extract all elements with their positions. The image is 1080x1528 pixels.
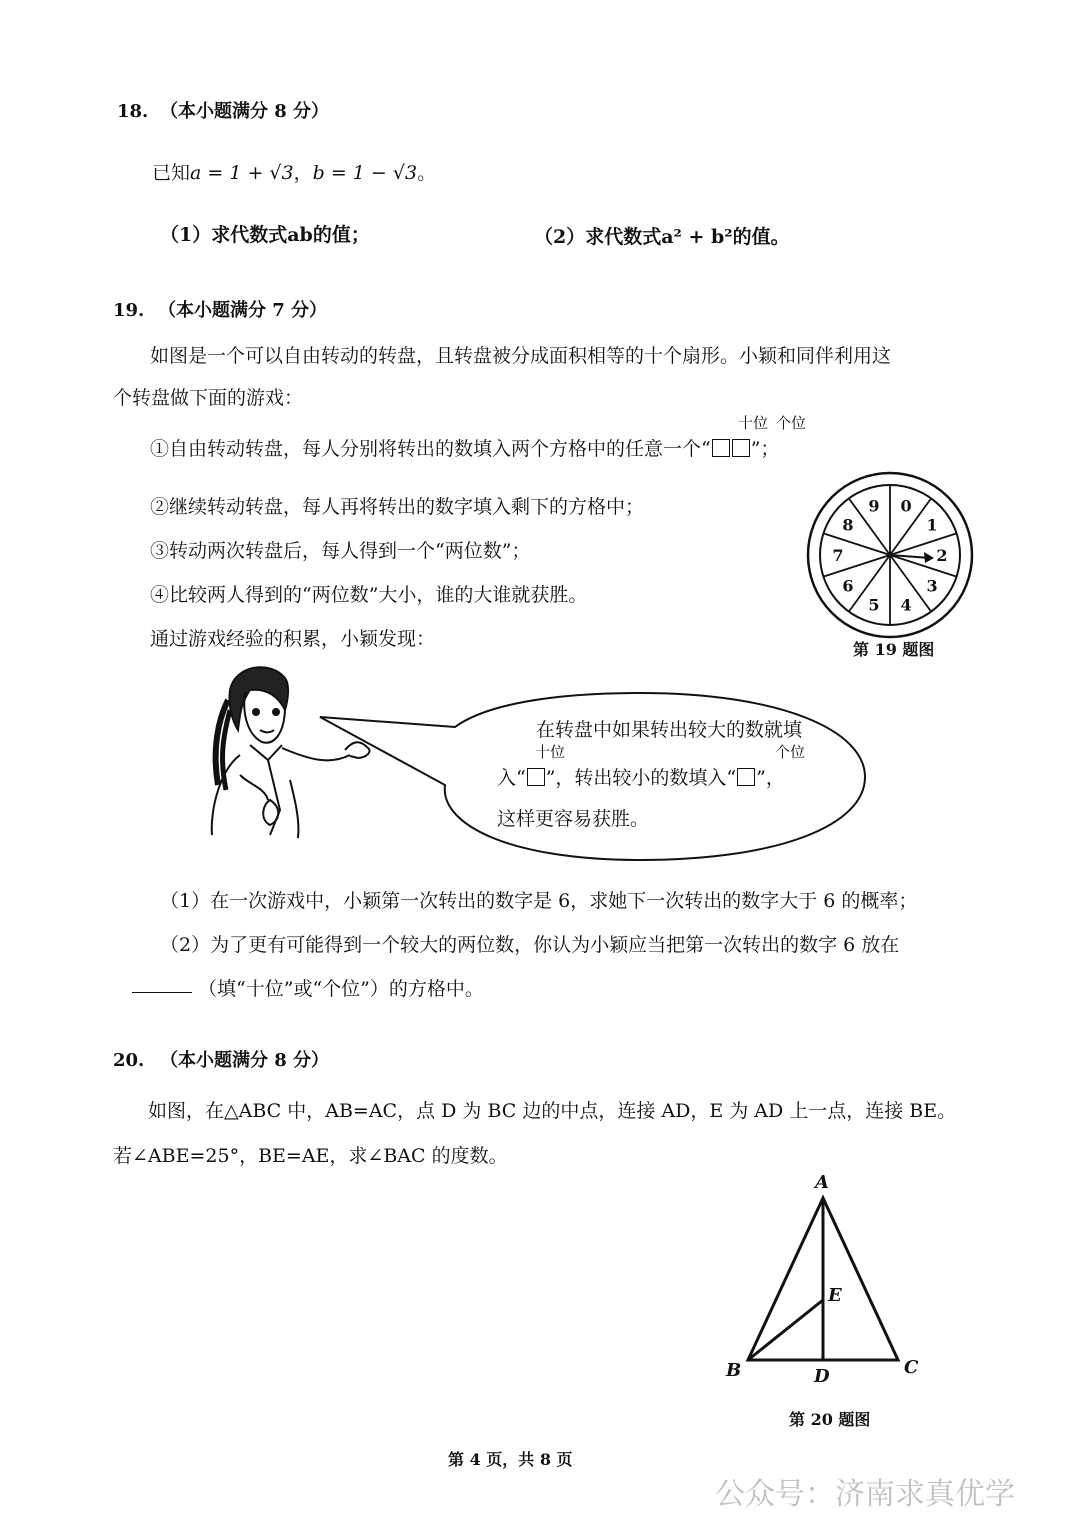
- q18-given-end: 。: [417, 162, 437, 184]
- spinner-number: 8: [842, 515, 854, 535]
- q18-given-prefix: 已知: [152, 162, 191, 184]
- spinner-number: 0: [900, 496, 912, 516]
- q19-intro-line1: 如图是一个可以自由转动的转盘，且转盘被分成面积相等的十个扇形。小颖和同伴利用这: [150, 345, 892, 367]
- triangle-figure: [720, 1170, 920, 1390]
- q19-rule2: ②继续转动转盘，每人再将转出的数字填入剩下的方格中；: [150, 496, 645, 518]
- page-number: 第 4 页，共 8 页: [448, 1450, 573, 1469]
- bubble-line1: 在转盘中如果转出较大的数就填: [536, 719, 803, 741]
- q18-given-a: a = 1 + √3: [190, 162, 294, 184]
- label-b: B: [726, 1360, 742, 1381]
- spinner-number: 6: [842, 576, 854, 596]
- q18-given-sep: ，: [293, 162, 313, 184]
- bubble-line2a: 入“: [497, 767, 526, 789]
- label-e: E: [828, 1285, 842, 1306]
- spinner-number: 5: [868, 595, 880, 615]
- q19-discovery: 通过游戏经验的积累，小颖发现：: [150, 628, 436, 650]
- q18-given: [152, 162, 436, 185]
- ones-box: [732, 439, 750, 457]
- q18-number: 18.: [117, 101, 149, 122]
- bubble-ones-box: [737, 768, 755, 786]
- spinner-figure: [805, 470, 975, 640]
- spinner-number: 4: [900, 595, 912, 615]
- bubble-line2b: ”，转出较小的数填入“: [545, 767, 737, 789]
- spinner-pointer-arrow: [924, 552, 934, 563]
- tens-box: [712, 439, 730, 457]
- bubble-line3: 这样更容易获胜。: [497, 808, 650, 830]
- segment-be: [748, 1300, 823, 1360]
- label-tens: 十位: [738, 414, 769, 432]
- q19-rule1-end: ”；: [750, 438, 780, 460]
- label-a: A: [815, 1172, 829, 1193]
- q18-score: （本小题满分 8 分）: [160, 101, 330, 122]
- spinner-number: 1: [926, 515, 938, 535]
- spinner-number: 3: [926, 576, 938, 596]
- q18-part2: （2）求代数式a² + b²的值。: [534, 226, 790, 248]
- q19-intro-line2: 个转盘做下面的游戏：: [113, 387, 304, 409]
- bubble-label-tens: 十位: [535, 743, 566, 761]
- label-c: C: [904, 1357, 919, 1378]
- q19-figure-caption: 第 19 题图: [853, 640, 935, 659]
- spinner-number: 2: [936, 546, 948, 565]
- q20-line2: 若∠ABE=25°，BE=AE，求∠BAC 的度数。: [113, 1145, 508, 1167]
- spinner-number: 7: [832, 546, 844, 565]
- q19-rule1-text: ①自由转动转盘，每人分别将转出的数填入两个方格中的任意一个“: [150, 438, 711, 460]
- q20-line1: 如图，在△ABC 中，AB=AC，点 D 为 BC 边的中点，连接 AD，E 为 AD 上一点，连接 BE。: [148, 1100, 957, 1122]
- bubble-line2: [497, 767, 785, 790]
- q20-score: （本小题满分 8 分）: [160, 1050, 330, 1071]
- q19-part2-line2-wrap: [132, 978, 484, 1001]
- q20-figure-caption: 第 20 题图: [789, 1410, 871, 1429]
- label-d: D: [814, 1366, 830, 1387]
- bubble-tens-box: [527, 768, 545, 786]
- q19-rule3: ③转动两次转盘后，每人得到一个“两位数”；: [150, 540, 531, 562]
- q19-number: 19.: [113, 300, 145, 321]
- q19-part2-line2: （填“十位”或“个位”）的方格中。: [198, 978, 484, 1000]
- q19-part2-line1: （2）为了更有可能得到一个较大的两位数，你认为小颖应当把第一次转出的数字 6 放在: [160, 934, 900, 956]
- q18-part1: （1）求代数式ab的值；: [160, 224, 370, 246]
- answer-blank[interactable]: [132, 992, 192, 993]
- spinner-number: 9: [868, 496, 880, 516]
- q19-rule1: [150, 438, 779, 461]
- watermark: 公众号：济南求真优学: [715, 1477, 1015, 1512]
- q20-number: 20.: [113, 1050, 145, 1071]
- q19-score: （本小题满分 7 分）: [158, 300, 328, 321]
- spinner-center: [887, 552, 893, 558]
- bubble-line2c: ”，: [756, 767, 785, 789]
- q19-part1: （1）在一次游戏中，小颖第一次转出的数字是 6，求她下一次转出的数字大于 6 的概率；: [160, 890, 918, 912]
- label-ones: 个位: [776, 414, 807, 432]
- bubble-label-ones: 个位: [775, 743, 806, 761]
- q19-rule4: ④比较两人得到的“两位数”大小，谁的大谁就获胜。: [150, 584, 588, 606]
- q18-given-b: b = 1 − √3: [312, 162, 418, 184]
